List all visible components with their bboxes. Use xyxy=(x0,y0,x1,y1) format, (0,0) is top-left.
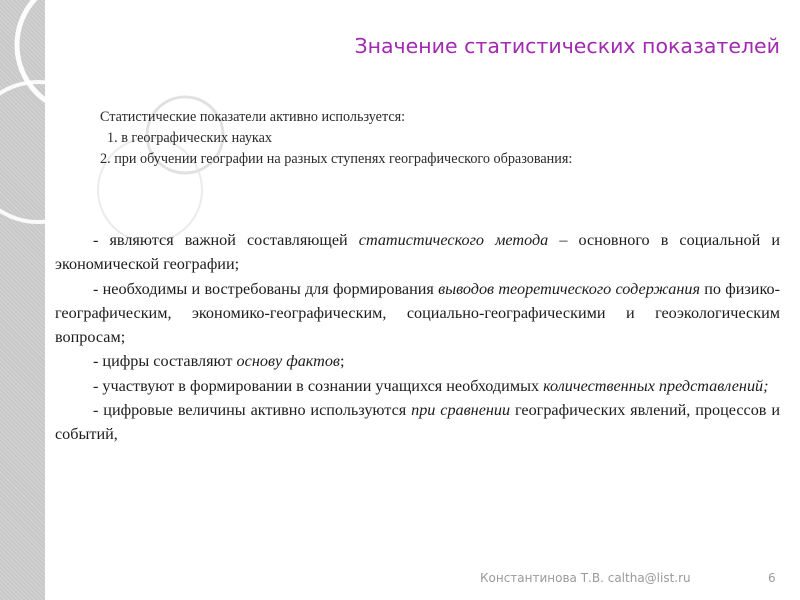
point-text: - цифры составляют xyxy=(93,352,237,371)
intro-block xyxy=(100,107,780,170)
points-list xyxy=(55,228,780,447)
point-emphasis: количественных представлений; xyxy=(543,376,769,395)
point-item xyxy=(55,277,780,350)
point-text: по физико-географическим, экономико-географическим, социально-географическими и геоэкологическим вопросам; xyxy=(55,279,780,347)
point-emphasis: статистического метода xyxy=(358,231,549,249)
point-text: географических явлений, процессов и событий, xyxy=(55,401,780,444)
intro-line: 2. при обучении географии на разных ступенях географического образования: xyxy=(100,151,573,167)
slide-title: Значение статистических показателей xyxy=(354,34,780,58)
point-emphasis: при сравнении xyxy=(411,401,511,420)
intro-line: 1. в географических науках xyxy=(107,130,272,146)
point-emphasis: выводов теоретического содержания xyxy=(438,279,701,298)
point-text: - цифровые величины активно используются xyxy=(93,401,412,420)
intro-line: Статистические показатели активно используется: xyxy=(100,109,406,125)
point-text: - необходимы и востребованы для формирования xyxy=(93,279,439,298)
page-number: 6 xyxy=(768,571,776,585)
point-item xyxy=(55,228,780,277)
point-text: ; xyxy=(339,352,345,371)
point-text: - являются важной составляющей xyxy=(93,231,359,249)
point-text: - участвуют в формировании в сознании учащихся необходимых xyxy=(93,376,544,395)
point-emphasis: основу фактов xyxy=(236,352,340,371)
point-item xyxy=(55,398,780,447)
point-item xyxy=(55,374,780,398)
point-item xyxy=(55,349,780,373)
footer-author: Константинова Т.В. caltha@list.ru xyxy=(480,571,691,585)
point-text: – основного в социальной и экономической географии; xyxy=(55,231,780,274)
